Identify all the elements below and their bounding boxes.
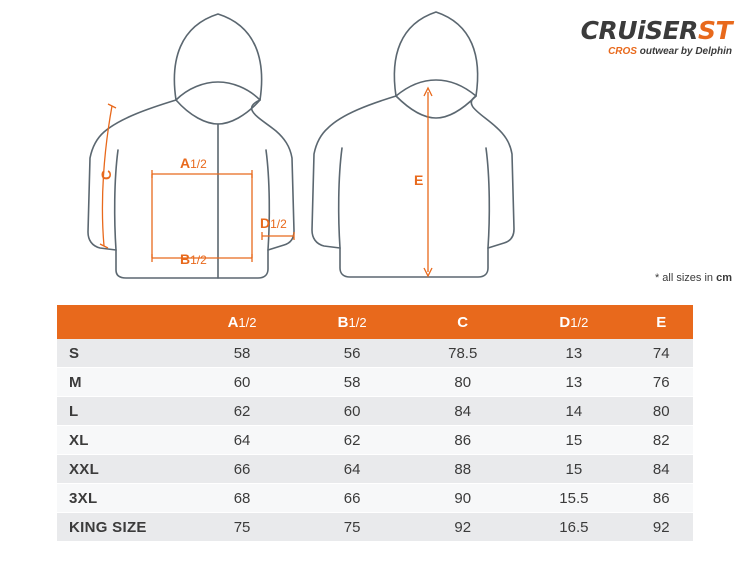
row-c: 86 <box>407 426 518 455</box>
row-d: 15 <box>518 455 629 484</box>
table-row <box>57 484 693 513</box>
row-d: 16.5 <box>518 513 629 542</box>
row-size: L <box>57 397 187 426</box>
table-row <box>57 339 693 368</box>
row-c: 88 <box>407 455 518 484</box>
brand-logo-main-text: CRUiSER <box>580 16 698 45</box>
row-size: XXL <box>57 455 187 484</box>
table-row <box>57 455 693 484</box>
row-a: 62 <box>187 397 297 426</box>
header-e: E <box>629 305 693 339</box>
measure-e <box>414 88 432 276</box>
row-e: 86 <box>629 484 693 513</box>
row-c: 80 <box>407 368 518 397</box>
table-row <box>57 368 693 397</box>
size-table-body <box>57 339 693 542</box>
row-d: 15 <box>518 426 629 455</box>
measure-a <box>152 155 252 258</box>
header-c: C <box>407 305 518 339</box>
units-footnote <box>655 272 732 284</box>
row-d: 15.5 <box>518 484 629 513</box>
table-row <box>57 397 693 426</box>
header-b: B1/2 <box>297 305 407 339</box>
row-b: 58 <box>297 368 407 397</box>
row-b: 75 <box>297 513 407 542</box>
row-size: XL <box>57 426 187 455</box>
units-footnote-text: * all sizes in <box>654 272 717 284</box>
row-b: 64 <box>297 455 407 484</box>
row-e: 80 <box>629 397 693 426</box>
row-e: 74 <box>629 339 693 368</box>
measure-b <box>152 251 252 267</box>
measure-c-label: C <box>98 169 114 180</box>
header-a: A1/2 <box>187 305 297 339</box>
row-size: KING SIZE <box>57 513 187 542</box>
measure-d <box>260 215 294 240</box>
row-e: 92 <box>629 513 693 542</box>
row-size: 3XL <box>57 484 187 513</box>
row-size: S <box>57 339 187 368</box>
brand-logo-main-accent: ST <box>697 16 732 45</box>
header-d: D1/2 <box>518 305 629 339</box>
row-a: 60 <box>187 368 297 397</box>
row-b: 60 <box>297 397 407 426</box>
measure-a-label: A1/2 <box>180 155 207 171</box>
row-c: 90 <box>407 484 518 513</box>
row-c: 92 <box>407 513 518 542</box>
measure-b-label: B1/2 <box>180 251 207 267</box>
table-row <box>57 426 693 455</box>
row-e: 76 <box>629 368 693 397</box>
row-c: 78.5 <box>407 339 518 368</box>
row-e: 82 <box>629 426 693 455</box>
row-a: 64 <box>187 426 297 455</box>
row-d: 13 <box>518 339 629 368</box>
row-a: 68 <box>187 484 297 513</box>
row-b: 56 <box>297 339 407 368</box>
size-table-header-row <box>57 305 693 339</box>
size-table-head <box>57 305 693 339</box>
row-d: 13 <box>518 368 629 397</box>
row-b: 66 <box>297 484 407 513</box>
brand-logo-sub-accent: CROS <box>608 46 637 57</box>
row-a: 58 <box>187 339 297 368</box>
jacket-back-view <box>312 12 514 277</box>
size-table <box>57 305 693 542</box>
brand-logo-sub-text: outwear by Delphin <box>636 46 732 57</box>
table-row <box>57 513 693 542</box>
row-d: 14 <box>518 397 629 426</box>
row-a: 66 <box>187 455 297 484</box>
jacket-front-view <box>88 14 294 278</box>
row-e: 84 <box>629 455 693 484</box>
row-size: M <box>57 368 187 397</box>
row-a: 75 <box>187 513 297 542</box>
header-size <box>57 305 187 339</box>
row-c: 84 <box>407 397 518 426</box>
measure-d-label: D1/2 <box>260 215 287 231</box>
measure-e-label: E <box>414 172 424 188</box>
row-b: 62 <box>297 426 407 455</box>
units-footnote-unit: cm <box>716 272 732 284</box>
